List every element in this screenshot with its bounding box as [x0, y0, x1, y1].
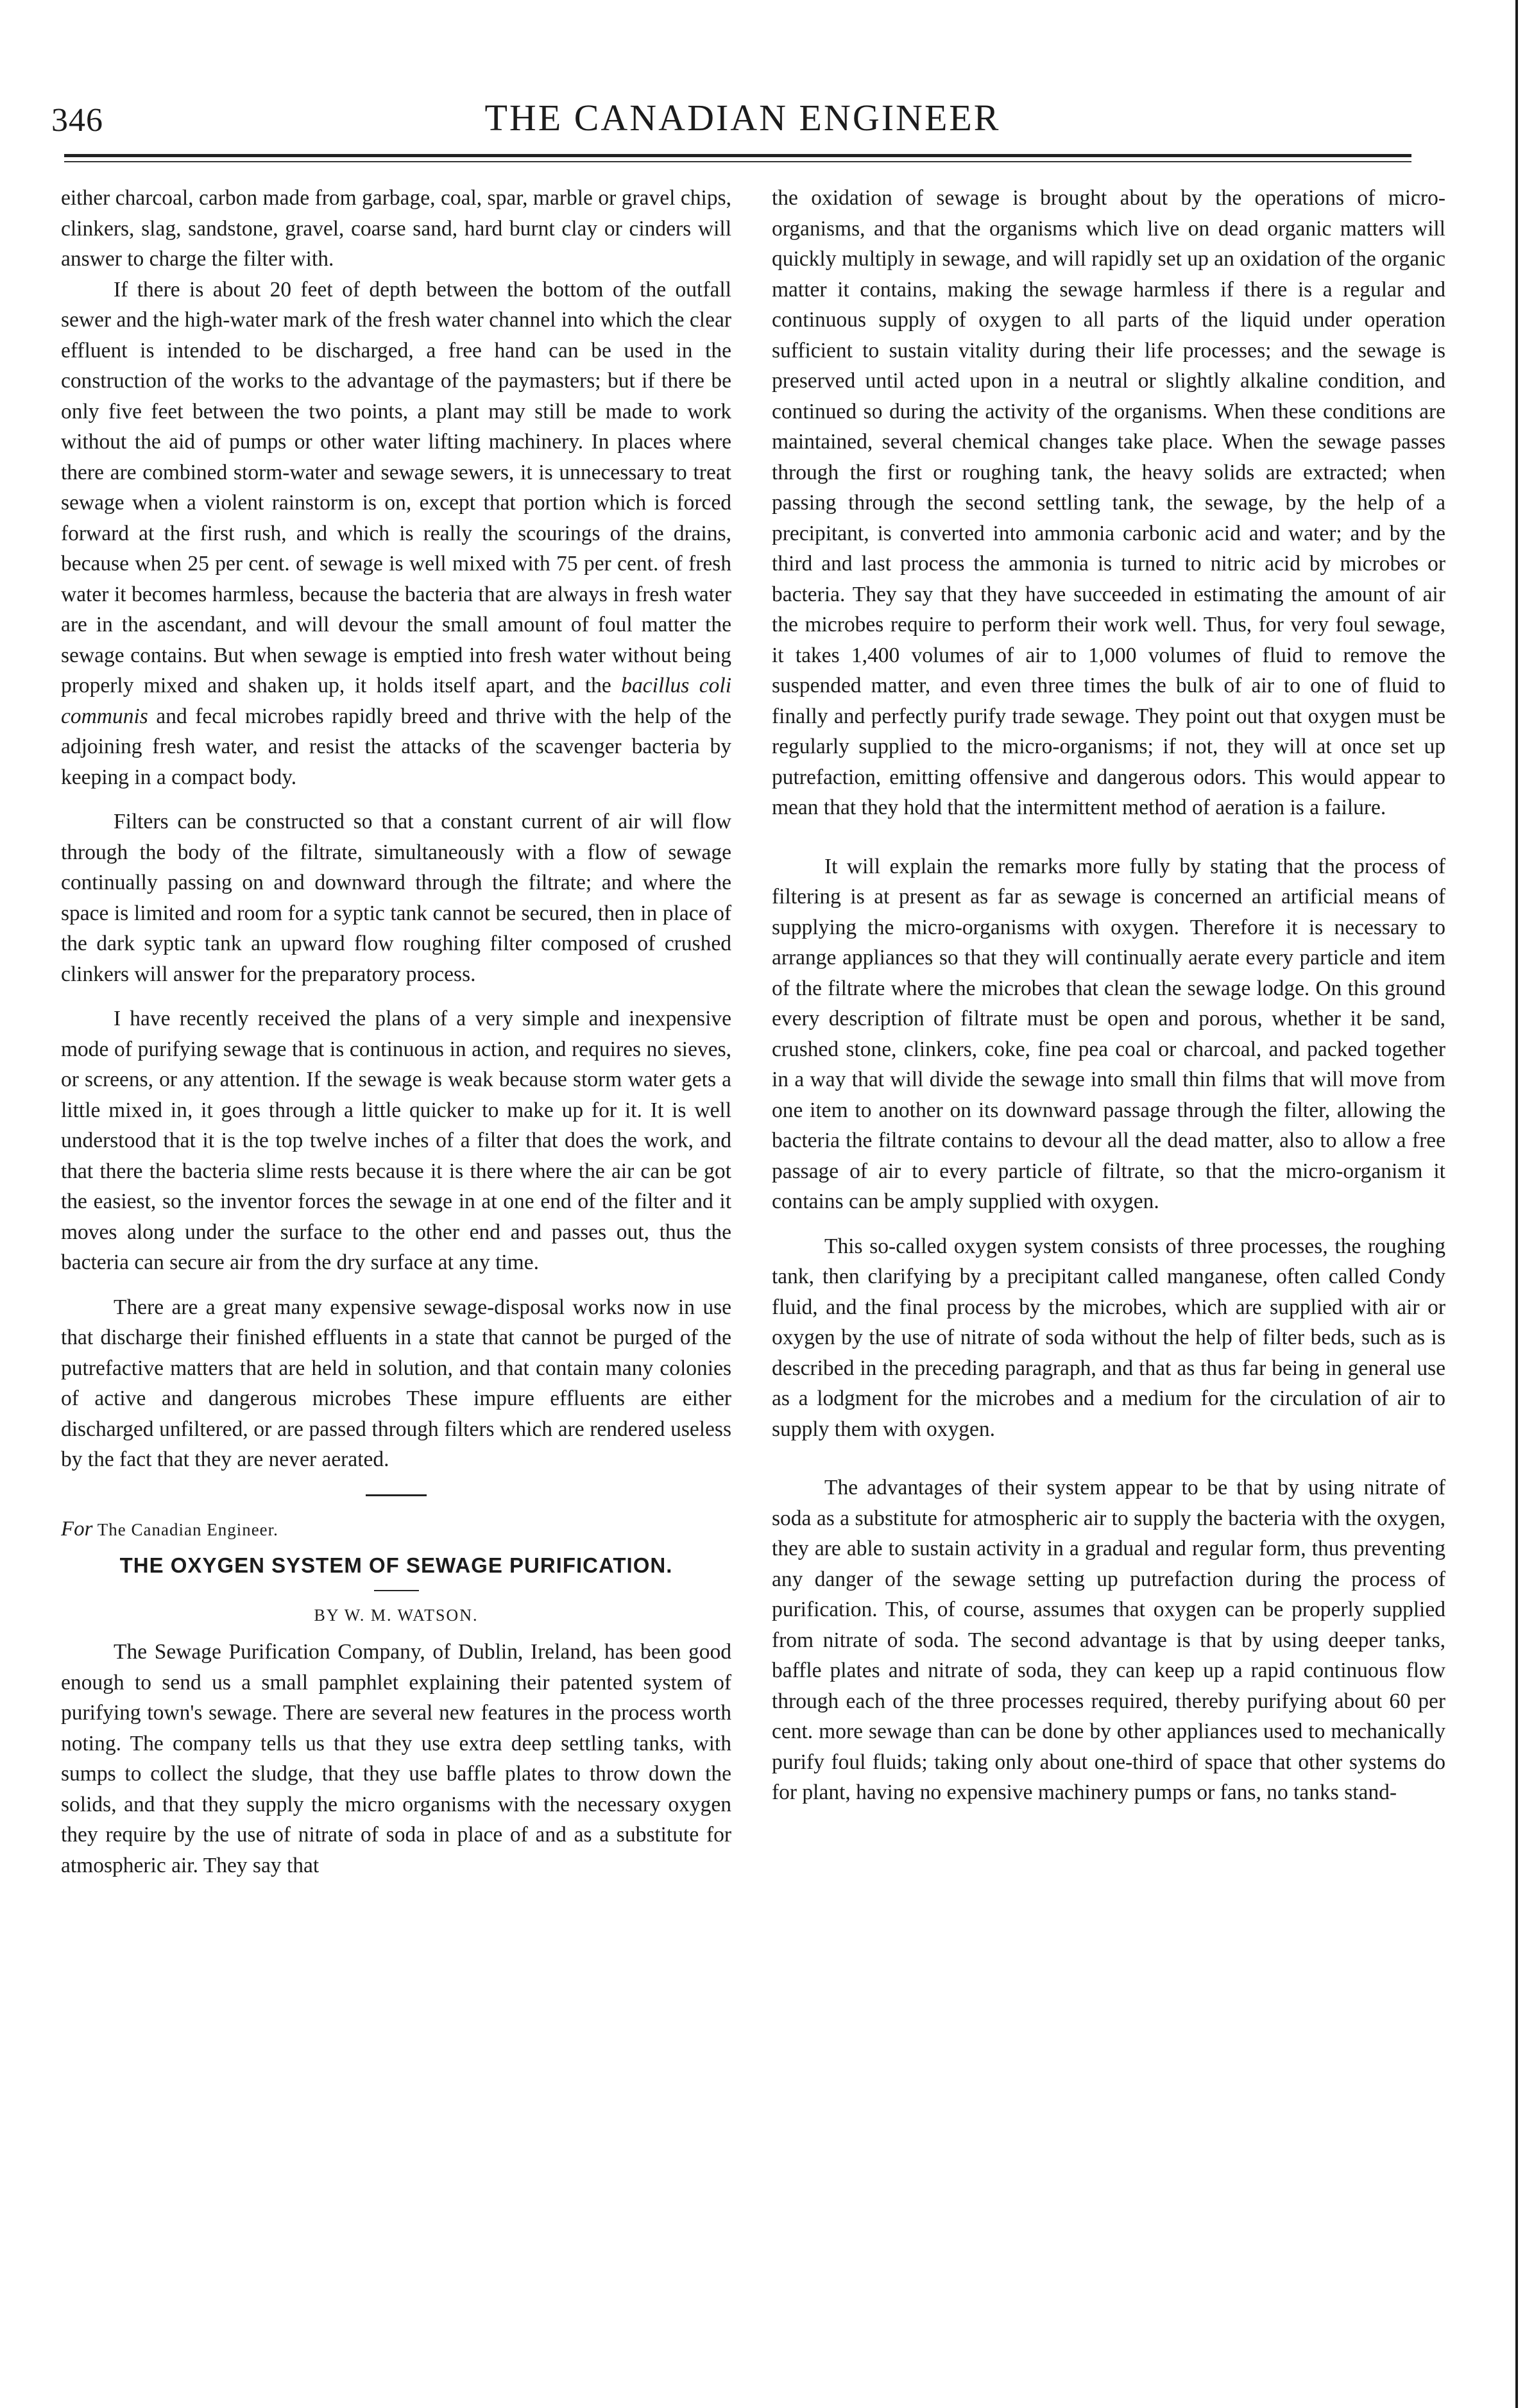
source-for: For: [61, 1517, 93, 1541]
article-title: THE OXYGEN SYSTEM OF SEWAGE PURIFICATION.: [119, 1553, 673, 1577]
section-divider: [366, 1494, 427, 1496]
paragraph-text: and fecal microbes rapidly breed and thrive with the help of the adjoining fresh water, and resist the attacks of the scavenger bacteria by keeping in a compact body.: [61, 704, 731, 789]
running-head: THE CANADIAN ENGINEER: [484, 97, 1001, 139]
paragraph: It will explain the remarks more fully by stating that the process of filtering is at present as far as sewage is concerned an artificial means of supplying the micro-organisms with oxygen. Therefore it is necessary to arrange appliances so that they will continually aerate every particle and item of the filtrate where the microbes that clean the sewage lodge. On this ground every description of filtrate must be open and porous, whether it be sand, crushed stone, clinkers, coke, fine pea coal or charcoal, and packed together in a way that will divide the sewage into small thin films that will move from one item to another on its downward passage through the filter, allowing the bacteria the filtrate contains to devour all the dead matter, also to allow a free passage of air to every particle of filtrate, so that the micro-organism it contains can be amply supplied with oxygen.: [772, 854, 1445, 1213]
page-edge-rule: [1515, 0, 1518, 2408]
paragraph: [61, 275, 731, 793]
paragraph-text: If there is about 20 feet of depth between the bottom of the outfall sewer and the high-water mark of the fresh water channel into which the clear effluent is intended to be discharged, a free hand can be used in the construction of the works to the advantage of the paymasters; but if there be only five feet between the two points, a plant may still be made to work without the aid of pumps or other water lifting machinery. In places where there are combined storm-water and sewage sewers, it is unnecessary to treat sewage when a violent rainstorm is on, except that portion which is forced forward at the first rush, and which is really the scourings of the drains, because when 25 per cent. of sewage is well mixed with 75 per cent. of fresh water it becomes harmless, because the bacteria that are always in fresh water are in the ascendant, and will devour the small amount of foul matter the sewage contains. But when sewage is emptied into fresh water without being properly mixed and shaken up, it holds itself apart, and the: [61, 277, 731, 697]
paragraph: The advantages of their system appear to be that by using nitrate of soda as a substitute for atmospheric air to supply the bacteria with the oxygen, they are able to sustain activity in a gradual and regular form, thus preventing any danger of the sewage setting up putrefaction during the process of purification. This, of course, assumes that oxygen can be properly supplied from nitrate of soda. The second advantage is that by using deeper tanks, baffle plates and nitrate of soda, they can keep up a rapid continuous flow through each of the three processes required, thereby purifying about 60 per cent. more sewage than can be done by other appliances used to mechanically purify foul fluids; taking only about one-third of space that other systems do for plant, having no expensive machinery pumps or fans, no tanks stand-: [772, 1476, 1445, 1804]
paragraph: either charcoal, carbon made from garbage, coal, spar, marble or gravel chips, clinkers, slag, sandstone, gravel, coarse sand, hard burnt clay or cinders will answer to charge the filter with.: [61, 186, 731, 271]
title-divider: [374, 1590, 419, 1591]
left-column: [61, 183, 731, 1881]
header-rule-thin: [64, 161, 1411, 162]
paragraph: There are a great many expensive sewage-disposal works now in use that discharge their finished effluents in a state that cannot be purged of the putrefactive matters that are held in solution, and that contain many colonies of active and dangerous microbes These impure effluents are either discharged unfiltered, or are passed through filters which are rendered useless by the fact that they are never aerated.: [61, 1295, 731, 1471]
italic-term: bacillus coli communis: [61, 674, 732, 728]
header-rule-thick: [64, 154, 1411, 157]
paragraph: This so-called oxygen system consists of three processes, the roughing tank, then clarifying by a precipitant called manganese, often called Condy fluid, and the final process by the microbes, which are supplied with air or oxygen by the use of nitrate of soda without the help of filter beds, such as is described in the preceding paragraph, and that as thus far being in general use as a lodgment for the microbes and a medium for the circulation of air to supply them with oxygen.: [772, 1234, 1445, 1441]
byline: BY W. M. WATSON.: [314, 1605, 479, 1625]
source-credit: [61, 1514, 731, 1546]
right-column: [772, 183, 1445, 1808]
page-header: [45, 96, 1440, 148]
paragraph: the oxidation of sewage is brought about by the operations of micro-organisms, and that the organisms which live on dead organic matters will quickly multiply in sewage, and will rapidly set up an oxidation of the organic matter it contains, making the sewage harmless if there is a regular and continuous supply of oxygen to all parts of the liquid under operation sufficient to sustain vitality during their life processes; and the sewage is preserved until acted upon in a neutral or slightly alkaline condition, and continued so during the activity of the organisms. When these conditions are maintained, several chemical changes take place. When the sewage passes through the first or roughing tank, the heavy solids are extracted; when passing through the second settling tank, the sewage, by the help of a precipitant, is converted into ammonia carbonic acid and water; and by the third and last process the ammonia is turned to nitric acid by microbes or bacteria. They say that they have succeeded in estimating the amount of air the microbes require to perform their work well. Thus, for very foul sewage, it takes 1,400 volumes of air to 1,000 volumes of fluid to remove the suspended matter, and even three times the bulk of air to one of fluid to finally and perfectly purify trade sewage. They point out that oxygen must be regularly supplied to the micro-organisms; if not, they will at once set up putrefaction, emitting offensive and dangerous odors. This would appear to mean that they hold that the intermittent method of aeration is a failure.: [772, 186, 1445, 819]
paragraph: The Sewage Purification Company, of Dublin, Ireland, has been good enough to send us a small pamphlet explaining their patented system of purifying town's sewage. There are several new features in the process worth noting. The company tells us that they use extra deep settling tanks, with sumps to collect the sludge, that they use baffle plates to throw down the solids, and that they supply the micro organisms with the necessary oxygen they require by the use of nitrate of soda in place of and as a substitute for atmospheric air. They say that: [61, 1640, 731, 1877]
paragraph: I have recently received the plans of a very simple and inexpensive mode of purifying sewage that is continuous in action, and requires no sieves, or screens, or any attention. If the sewage is weak because storm water gets a little mixed in, it goes through a little quicker to make up for it. It is well understood that it is the top twelve inches of a filter that does the work, and that there the bacteria slime rests because it is there where the air can be got the easiest, so the inventor forces the sewage in at one end of the filter and it moves along under the surface to the other end and passes out, thus the bacteria can secure air from the dry surface at any time.: [61, 1007, 731, 1274]
source-publication: The Canadian Engineer.: [97, 1519, 278, 1539]
page-number: 346: [51, 102, 103, 139]
paragraph: Filters can be constructed so that a constant current of air will flow through the body of the filtrate, simultaneously with a flow of sewage continually passing on and downward through the filtrate; and where the space is limited and room for a syptic tank cannot be secured, then in place of the dark syptic tank an upward flow roughing filter composed of crushed clinkers will answer for the preparatory process.: [61, 810, 731, 986]
